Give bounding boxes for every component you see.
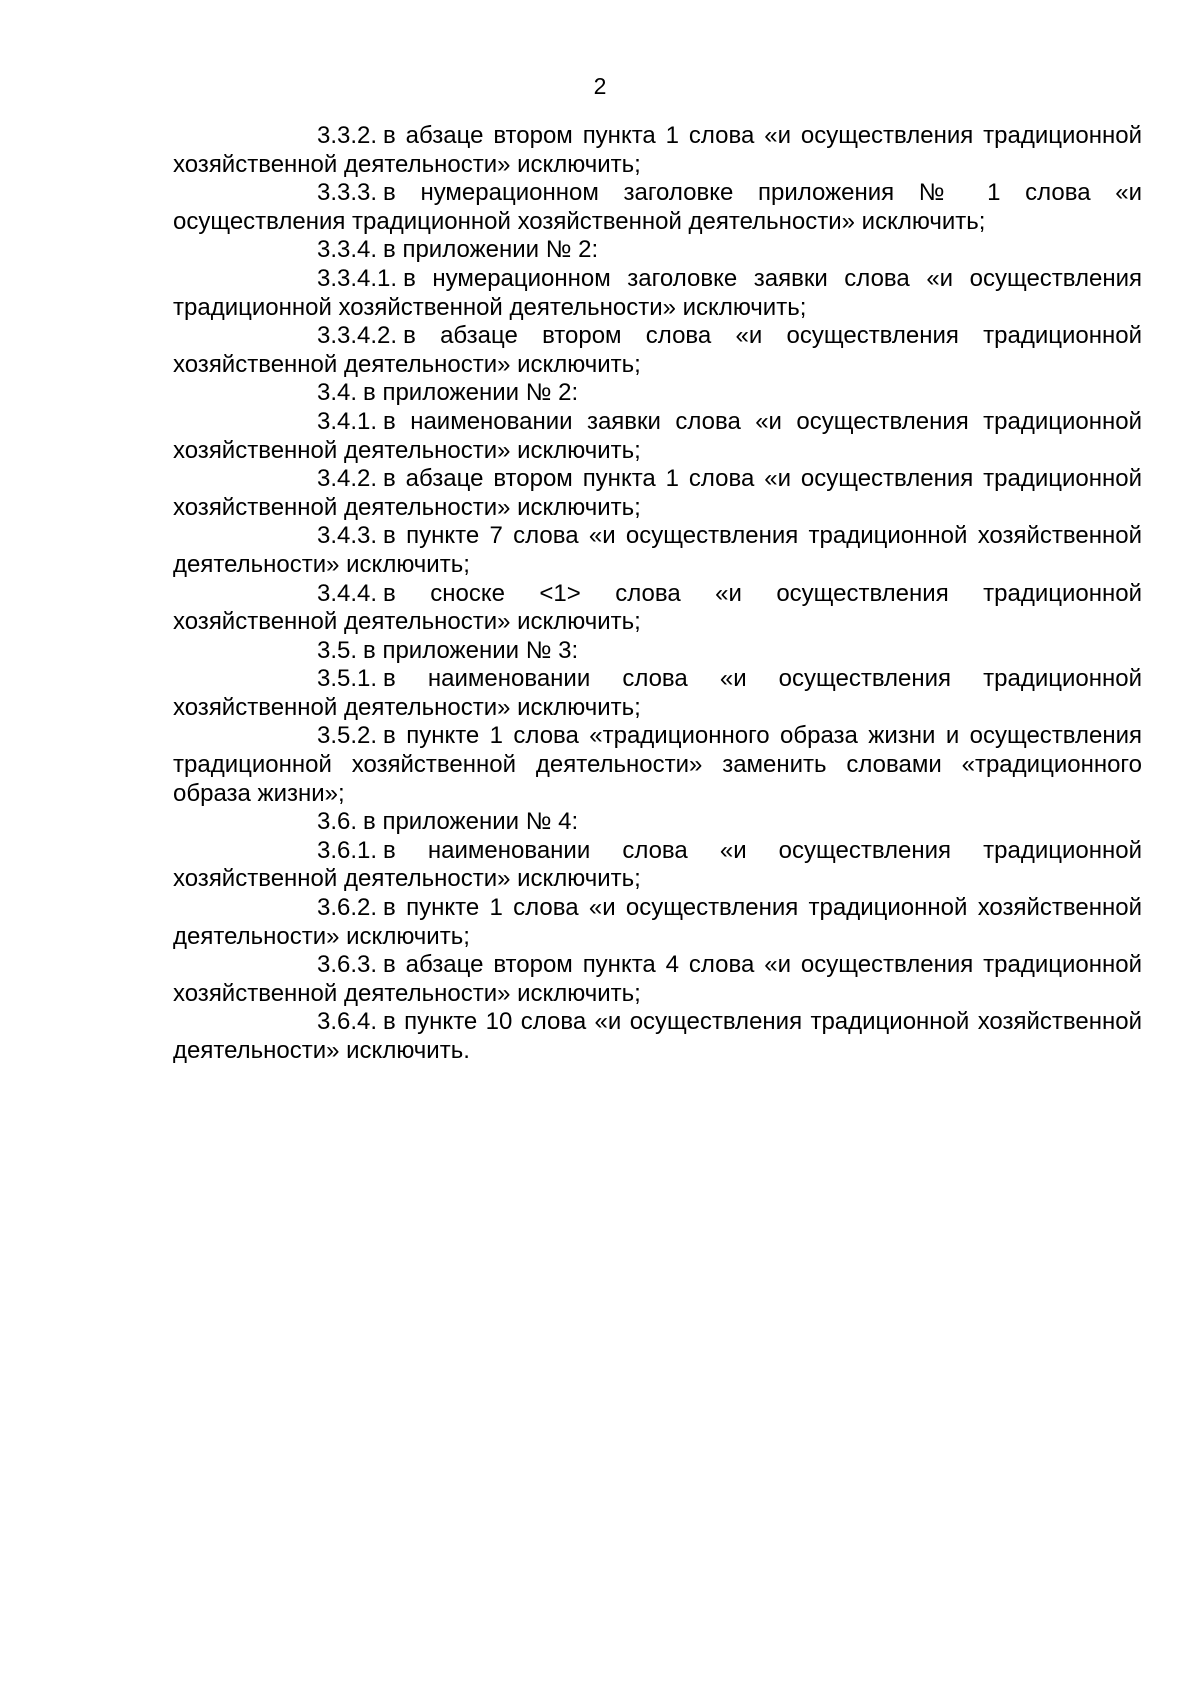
paragraph-3-6-1 bbox=[173, 837, 1142, 894]
paragraph-3-4-3 bbox=[173, 522, 1142, 579]
paragraph-text: в нумерационном заголовке приложения № 1 слова «и осуществления традиционной хозяйственной деятельности» исключить; bbox=[173, 179, 1142, 235]
paragraph-number: 3.6. bbox=[317, 808, 358, 836]
paragraph-number: 3.5.1. bbox=[317, 665, 378, 693]
paragraph-number: 3.4.4. bbox=[317, 579, 378, 607]
paragraph-number: 3.3.4.2. bbox=[317, 322, 398, 350]
paragraph-number: 3.3.4. bbox=[317, 236, 378, 264]
paragraph-number: 3.3.3. bbox=[317, 179, 378, 207]
paragraph-text: в пункте 10 слова «и осуществления традиционной хозяйственной деятельности» исключить. bbox=[173, 1008, 1142, 1064]
paragraph-3-3-3 bbox=[173, 179, 1142, 236]
paragraph-text: в сноске <1> слова «и осуществления традиционной хозяйственной деятельности» исключить; bbox=[173, 579, 1142, 636]
paragraph-text: в приложении № 4: bbox=[363, 808, 579, 836]
paragraph-text: в приложении № 3: bbox=[363, 636, 579, 664]
paragraph-3-6-4 bbox=[173, 1008, 1142, 1065]
paragraph-3-5-2 bbox=[173, 722, 1142, 808]
paragraph-3-3-2 bbox=[173, 122, 1142, 179]
document-body bbox=[173, 122, 1142, 1066]
paragraph-3-4-1 bbox=[173, 408, 1142, 465]
paragraph-text: в абзаце втором пункта 4 слова «и осуществления традиционной хозяйственной деятельности» исключить; bbox=[173, 951, 1142, 1007]
paragraph-number: 3.4. bbox=[317, 379, 358, 407]
paragraph-number: 3.6.2. bbox=[317, 894, 378, 922]
paragraph-number: 3.6.4. bbox=[317, 1008, 378, 1036]
paragraph-text: в пункте 1 слова «традиционного образа жизни и осуществления традиционной хозяйственной деятельности» заменить словами «традиционного образа жизни»; bbox=[173, 722, 1142, 807]
paragraph-number: 3.4.1. bbox=[317, 407, 378, 435]
paragraph-number: 3.5.2. bbox=[317, 722, 378, 750]
paragraph-number: 3.3.2. bbox=[317, 122, 378, 149]
paragraph-text: в наименовании слова «и осуществления традиционной хозяйственной деятельности» исключить; bbox=[173, 665, 1142, 721]
paragraph-3-3-4-1 bbox=[173, 265, 1142, 322]
paragraph-text: в нумерационном заголовке заявки слова «и осуществления традиционной хозяйственной деятельности» исключить; bbox=[173, 264, 1142, 321]
paragraph-text: в приложении № 2: bbox=[383, 236, 599, 264]
paragraph-3-4-2 bbox=[173, 465, 1142, 522]
paragraph-text: в наименовании слова «и осуществления традиционной хозяйственной деятельности» исключить; bbox=[173, 836, 1142, 893]
paragraph-number: 3.5. bbox=[317, 636, 358, 664]
paragraph-3-6 bbox=[173, 808, 1142, 837]
paragraph-3-5 bbox=[173, 637, 1142, 666]
paragraph-3-6-3 bbox=[173, 951, 1142, 1008]
page-number: 2 bbox=[593, 73, 607, 99]
paragraph-text: в абзаце втором пункта 1 слова «и осуществления традиционной хозяйственной деятельности» исключить; bbox=[173, 465, 1142, 521]
paragraph-number: 3.4.2. bbox=[317, 465, 378, 493]
paragraph-3-5-1 bbox=[173, 665, 1142, 722]
paragraph-number: 3.6.3. bbox=[317, 951, 378, 979]
paragraph-text: в пункте 7 слова «и осуществления традиционной хозяйственной деятельности» исключить; bbox=[173, 522, 1142, 578]
paragraph-number: 3.4.3. bbox=[317, 522, 378, 550]
paragraph-text: в приложении № 2: bbox=[363, 379, 579, 407]
paragraph-3-6-2 bbox=[173, 894, 1142, 951]
paragraph-3-3-4 bbox=[173, 236, 1142, 265]
paragraph-3-4 bbox=[173, 379, 1142, 408]
paragraph-number: 3.3.4.1. bbox=[317, 264, 398, 292]
paragraph-text: в абзаце втором пункта 1 слова «и осуществления традиционной хозяйственной деятельности» исключить; bbox=[173, 122, 1142, 178]
paragraph-3-3-4-2 bbox=[173, 322, 1142, 379]
paragraph-number: 3.6.1. bbox=[317, 836, 378, 864]
paragraph-3-4-4 bbox=[173, 580, 1142, 637]
paragraph-text: в пункте 1 слова «и осуществления традиционной хозяйственной деятельности» исключить; bbox=[173, 894, 1142, 950]
paragraph-text: в наименовании заявки слова «и осуществления традиционной хозяйственной деятельности» исключить; bbox=[173, 407, 1142, 464]
paragraph-text: в абзаце втором слова «и осуществления традиционной хозяйственной деятельности» исключить; bbox=[173, 322, 1142, 378]
